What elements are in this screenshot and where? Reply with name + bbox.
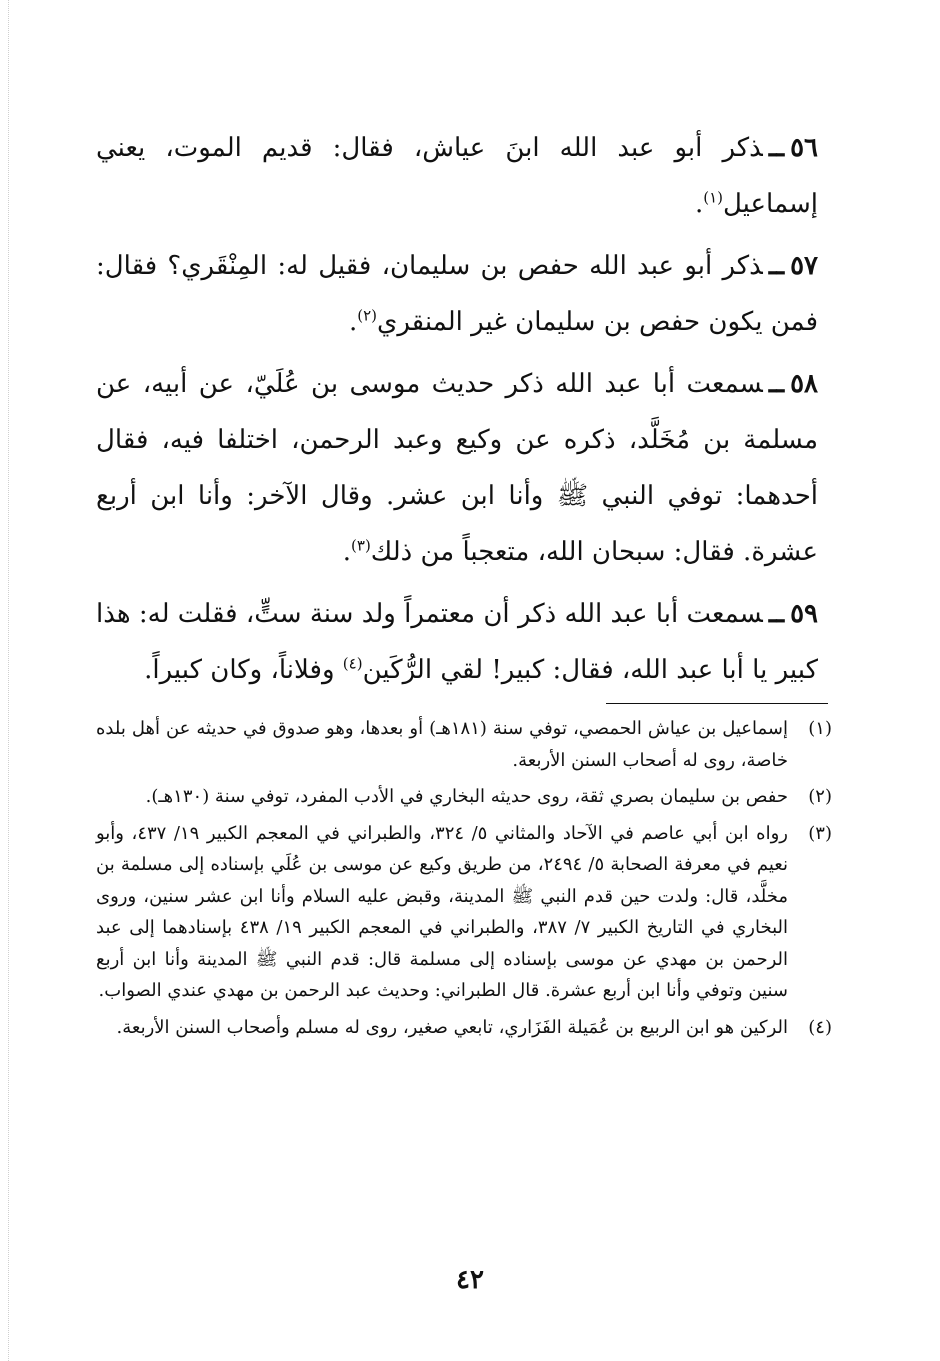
footnote-2 bbox=[96, 781, 832, 813]
paragraph-number: ٥٦ bbox=[790, 133, 818, 163]
paragraph-text: ذكر أبو عبد الله ابنَ عياش، فقال: قديم الموت، يعني إسماعيل bbox=[96, 133, 818, 219]
footnote-separator bbox=[606, 703, 828, 704]
footnote-text: إسماعيل بن عياش الحمصي، توفي سنة (١٨١هـ) أو بعدها، وهو صدوق في حديثه عن أهل بلده خاصة، روى له أصحاب السنن الأربعة. bbox=[96, 718, 789, 771]
paragraph-56 bbox=[96, 120, 818, 232]
dash: ــ bbox=[768, 599, 785, 629]
paragraph-tail: . bbox=[342, 537, 352, 567]
dash: ــ bbox=[768, 133, 785, 163]
paragraph-57 bbox=[96, 238, 818, 350]
footnote-marker: (٣) bbox=[808, 822, 832, 844]
footnote-ref: (١) bbox=[703, 188, 723, 207]
paragraph-59 bbox=[96, 586, 818, 698]
paragraph-tail: وفلاناً، وكان كبيراً. bbox=[144, 655, 343, 685]
dash: ــ bbox=[768, 369, 785, 399]
footnote-text: الركين هو ابن الربيع بن عُمَيلة الفَزَاري، تابعي صغير، روى له مسلم وأصحاب السنن الأربعة. bbox=[116, 1016, 788, 1038]
page-number: ٤٢ bbox=[456, 1265, 484, 1295]
footnotes bbox=[96, 713, 832, 1048]
footnote-marker: (٤) bbox=[808, 1016, 832, 1038]
paragraph-text: ذكر أبو عبد الله حفص بن سليمان، فقيل له: المِنْقَري؟ فقال: فمن يكون حفص بن سليمان غير المنقري bbox=[96, 251, 818, 337]
paragraph-tail: . bbox=[348, 307, 358, 337]
footnote-marker: (٢) bbox=[808, 786, 832, 807]
paragraph-number: ٥٩ bbox=[790, 599, 818, 629]
footnote-ref: (٢) bbox=[357, 306, 377, 325]
footnote-ref: (٣) bbox=[351, 536, 371, 555]
paragraph-tail: . bbox=[694, 189, 704, 219]
footnote-ref: (٤) bbox=[342, 654, 363, 673]
paragraph-number: ٥٨ bbox=[790, 369, 818, 399]
footnote-text: حفص بن سليمان بصري ثقة، روى حديثه البخاري في الأدب المفرد، توفي سنة (١٣٠هـ). bbox=[145, 786, 788, 807]
main-text bbox=[96, 120, 818, 704]
paragraph-58 bbox=[96, 356, 818, 580]
footnote-3 bbox=[96, 818, 832, 1007]
footnote-text: رواه ابن أبي عاصم في الآحاد والمثاني ٥/ ٣٢٤، والطبراني في المعجم الكبير ١٩/ ٤٣٧، وأبو نعيم في معرفة الصحابة ٥/ ٢٤٩٤، من طريق وكيع عن موسى بن عُلَي بإسناده إلى مسلمة بن مخلَّد، قال: ولدت حين قدم النبي ﷺ المدينة، وقبض عليه السلام وأنا ابن عشر سنين، وروى البخاري في التاريخ الكبير ٧/ ٣٨٧، والطبراني في المعجم الكبير ١٩/ ٤٣٨ بإسنادهما إلى عبد الرحمن بن مهدي عن موسى بإسناده إلى مسلمة قال: قدم النبي ﷺ المدينة وأنا ابن أربع سنين وتوفي وأنا ابن أربع عشرة. قال الطبراني: وحديث عبد الرحمن بن مهدي عندي الصواب. bbox=[96, 822, 788, 1001]
paragraph-number: ٥٧ bbox=[790, 251, 818, 281]
scan-edge bbox=[8, 0, 9, 1361]
footnote-1 bbox=[96, 713, 832, 776]
paragraph-text: سمعت أبا عبد الله ذكر أن معتمراً ولد سنة ستٍّ، فقلت له: هذا كبير يا أبا عبد الله، فقال: كبير! لقي الرُّكَين bbox=[96, 599, 818, 685]
footnote-4 bbox=[96, 1012, 832, 1044]
paragraph-text: سمعت أبا عبد الله ذكر حديث موسى بن عُلَيّ، عن أبيه، عن مسلمة بن مُخَلَّد، ذكره عن وكيع وعبد الرحمن، اختلفا فيه، فقال أحدهما: توفي النبي ﷺ وأنا ابن عشر. وقال الآخر: وأنا ابن أربع عشرة. فقال: سبحان الله، متعجباً من ذلك bbox=[96, 369, 818, 567]
footnote-marker: (١) bbox=[808, 718, 832, 739]
dash: ــ bbox=[768, 251, 785, 281]
